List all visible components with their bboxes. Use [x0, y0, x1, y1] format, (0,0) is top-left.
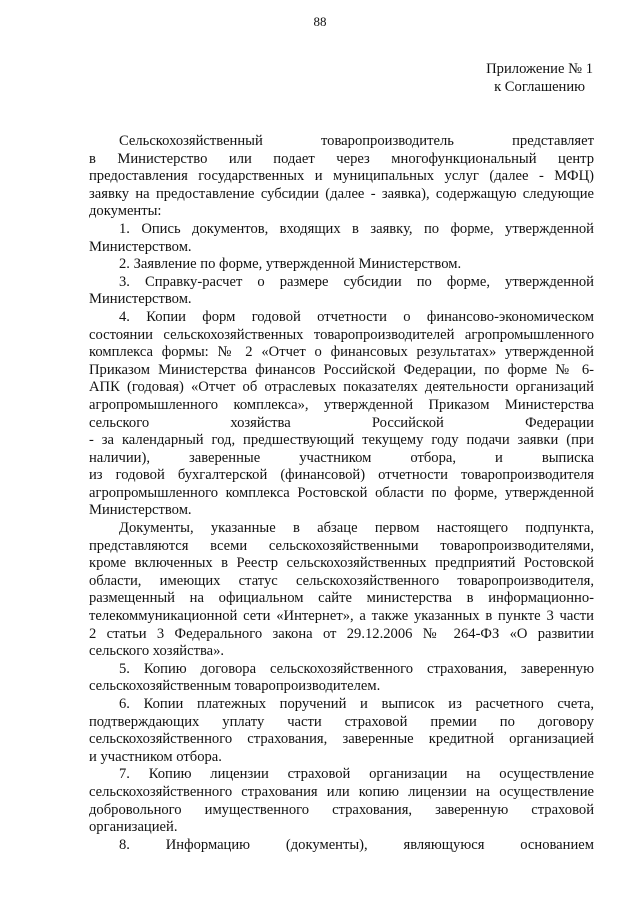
text-line: подтверждающих уплату части страховой премии по договору [89, 713, 594, 730]
text-line: добровольного имущественного страхования, заверенную страховой [89, 801, 594, 818]
text-line: из годовой бухгалтерской (финансовой) отчетности товаропроизводителя [89, 467, 594, 484]
text-line: агропромышленного комплекса», утвержденной Приказом Министерства [89, 396, 594, 413]
text-line: - за календарный год, предшествующий текущему году подачи заявки (при [89, 432, 594, 449]
appendix-heading [486, 60, 593, 96]
text-line: Министерством. [89, 502, 192, 519]
text-line: Приказом Министерства финансов Российской Федерации, по форме № 6- [89, 361, 594, 378]
text-line: предоставления государственных и муниципальных услуг (далее - МФЦ) [89, 168, 594, 185]
text-line: 4. Копии форм годовой отчетности о финансово-экономическом [119, 308, 594, 325]
document-body [89, 133, 594, 854]
appendix-title: Приложение № 1 [486, 61, 593, 77]
text-line: организацией. [89, 819, 178, 836]
text-line: области, имеющих статус сельскохозяйственного товаропроизводителя, [89, 572, 594, 589]
text-line: представляются всеми сельскохозяйственными товаропроизводителями, [89, 537, 594, 554]
text-line: 3. Справку-расчет о размере субсидии по форме, утвержденной [119, 273, 594, 290]
text-line: заявку на предоставление субсидии (далее - заявка), содержащую следующие [89, 185, 594, 202]
appendix-subtitle: к Соглашению [494, 79, 586, 95]
text-line: 2 статьи 3 Федерального закона от 29.12.2006 № 264-ФЗ «О развитии [89, 625, 594, 642]
text-line: и участником отбора. [89, 748, 222, 765]
text-line: комплекса формы: № 2 «Отчет о финансовых результатах» утвержденной [89, 344, 594, 361]
text-line: кроме включенных в Реестр сельскохозяйственных предприятий Ростовской [89, 555, 594, 572]
text-line: 1. Опись документов, входящих в заявку, по форме, утвержденной [119, 220, 594, 237]
page-number: 88 [313, 14, 327, 29]
text-line: сельскохозяйственного страхования, заверенные кредитной организацией [89, 731, 594, 748]
text-line: 6. Копии платежных поручений и выписок из расчетного счета, [119, 696, 594, 712]
text-line: 2. Заявление по форме, утвержденной Министерством. [119, 256, 462, 273]
text-line: Министерством. [89, 291, 192, 308]
text-line: состоянии сельскохозяйственных товаропроизводителей агропромышленного [89, 326, 594, 343]
text-line: сельского хозяйства». [89, 643, 225, 660]
text-line: сельского хозяйства Российской Федерации [89, 414, 594, 431]
text-line: Сельскохозяйственный товаропроизводитель представляет [119, 133, 594, 149]
text-line: Министерством. [89, 238, 192, 255]
text-line: Документы, указанные в абзаце первом настоящего подпункта, [119, 520, 594, 537]
text-line: АПК (годовая) «Отчет об отраслевых показателях деятельности организаций [89, 379, 594, 396]
text-line: документы: [89, 203, 162, 220]
text-line: агропромышленного комплекса Ростовской области по форме, утвержденной [89, 484, 594, 501]
text-line: сельскохозяйственным товаропроизводителем. [89, 678, 381, 695]
text-line: 5. Копию договора сельскохозяйственного страхования, заверенную [119, 660, 594, 677]
text-line: сельскохозяйственного страхования или копию лицензии на осуществление [89, 783, 594, 800]
text-line: 8. Информацию (документы), являющуюся основанием [119, 836, 594, 853]
text-line: размещенный на официальном сайте министерства в информационно- [89, 590, 594, 607]
text-line: 7. Копию лицензии страховой организации на осуществление [119, 766, 594, 783]
text-line: в Министерство или подает через многофункциональный центр [89, 150, 594, 167]
text-line: телекоммуникационной сети «Интернет», а также указанных в пункте 3 части [89, 608, 594, 625]
text-line: наличии), заверенные участником отбора, и выписка [89, 449, 594, 466]
